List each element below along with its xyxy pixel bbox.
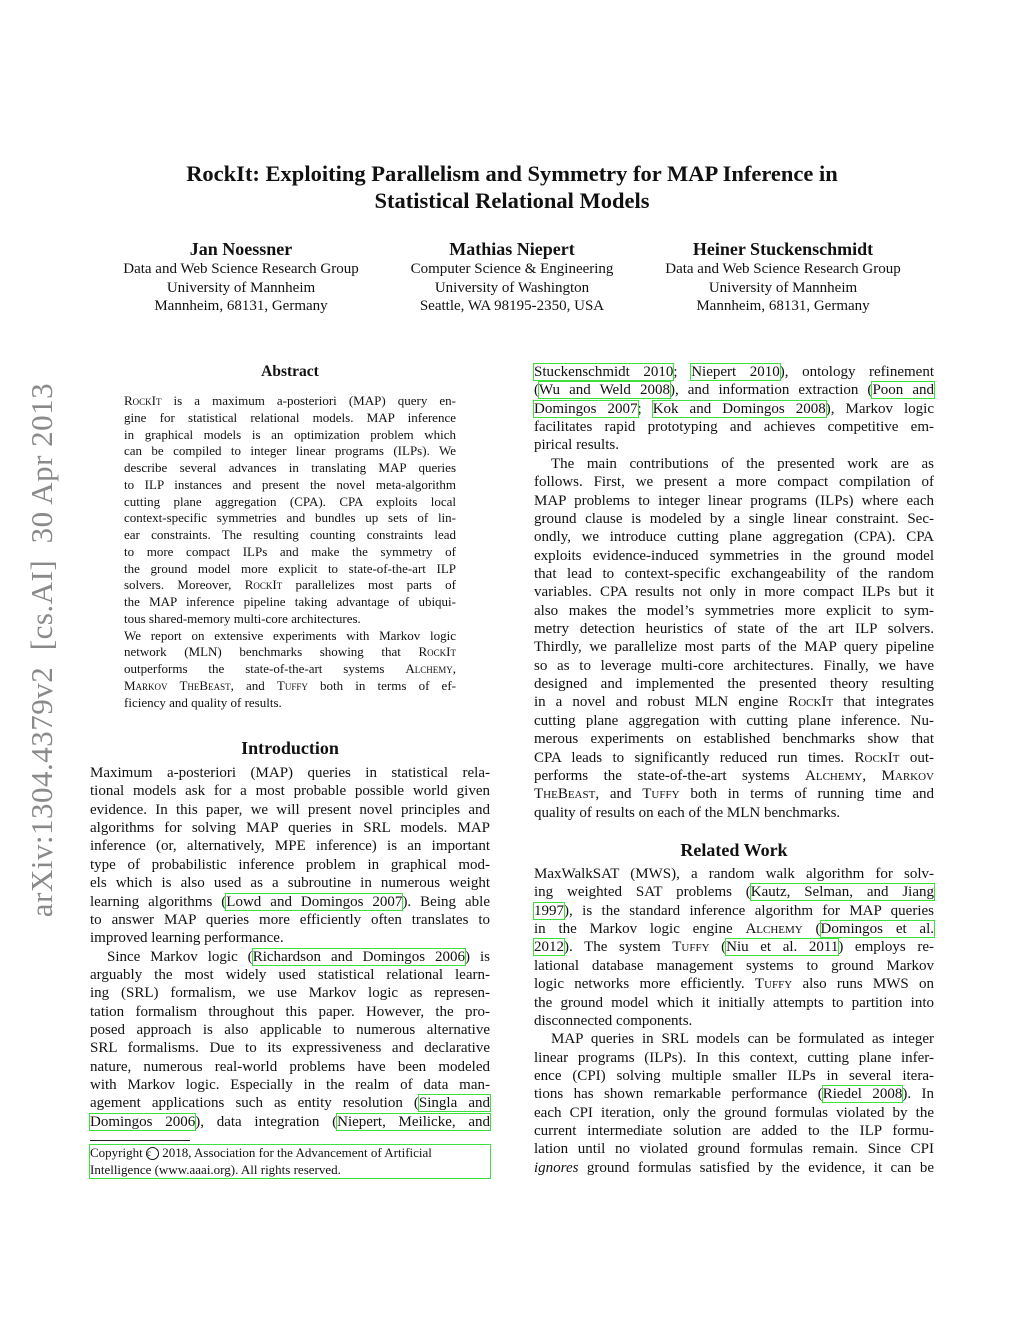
system-name: Alchemy <box>805 767 863 784</box>
text-line: The main contributions of the presented work are as <box>551 455 934 472</box>
text-line: gine for statistical relational models. MAP inference <box>124 409 456 425</box>
text-line: Maximum a-posteriori (MAP) queries in statistical rela- <box>90 765 490 781</box>
text-line: Domingos 2007; Kok and Domingos 2008), Markov logic <box>534 400 935 417</box>
text-line: describe several advances in translating MAP queries <box>124 460 456 475</box>
system-name: Tuffy <box>754 976 793 993</box>
text-line: lational database management systems to ground Markov <box>534 957 934 974</box>
text-line: tional models ask for a most probable possible world given <box>90 783 490 800</box>
text-line: context-specific symmetries and bundles up sets of lin- <box>124 510 456 526</box>
text-line: TheBeast, and Tuffy both in terms of running time and <box>534 786 934 803</box>
copyright-footnote[interactable] <box>90 1145 490 1178</box>
citation-link[interactable]: Domingos 2007 <box>534 400 638 417</box>
text-line: (Wu and Weld 2008), and information extraction (Poon and <box>534 382 935 399</box>
author-affiliation: Computer Science & Engineering <box>410 261 614 277</box>
text-line: in the Markov logic engine Alchemy (Domingos et al. <box>534 921 935 938</box>
citation-link[interactable]: Niepert, Meilicke, and <box>337 1113 490 1130</box>
text-line: ing weighted SAT problems (Kautz, Selman, and Jiang <box>534 884 934 901</box>
text-line: tions has shown remarkable performance (Riedel 2008). In <box>534 1086 934 1103</box>
text-line: ground clause is modeled by a single linear constraint. Sec- <box>534 510 934 527</box>
author-affiliation: Data and Web Science Research Group <box>123 261 359 277</box>
introduction-continued <box>534 363 934 822</box>
author-name: Jan Noessner <box>189 239 293 259</box>
text-line: MAP problems to integer linear programs (ILPs) where each <box>534 492 934 509</box>
system-name: RockIt <box>124 393 162 408</box>
text-line: els which is also used as a subroutine in numerous weight <box>90 875 490 892</box>
author-affiliation: Data and Web Science Research Group <box>665 261 901 277</box>
text-line: to more compact ILPs and make the symmetry of <box>124 543 456 559</box>
system-name: Tuffy <box>642 786 680 803</box>
copyright-symbol: c <box>146 1147 159 1160</box>
footnote-rule <box>90 1140 190 1141</box>
text-line: current intermediate solution are added to the ILP formu- <box>534 1123 934 1140</box>
text-line: Thirdly, we parallelize most parts of the MAP query pipeline <box>534 639 934 656</box>
text-line: linear programs (ILPs). In this context, cutting plane infer- <box>534 1049 934 1066</box>
citation-link[interactable]: Riedel 2008 <box>822 1086 903 1103</box>
citation-link[interactable]: Richardson and Domingos 2006 <box>252 948 466 965</box>
author-block <box>633 238 933 316</box>
text-line: We report on extensive experiments with Markov logic <box>124 627 456 643</box>
related-work-heading: Related Work <box>680 840 788 860</box>
citation-link[interactable]: Domingos 2006 <box>90 1113 196 1130</box>
author-affiliation: University of Mannheim <box>708 279 858 296</box>
text-line: cutting plane aggregation with cutting plane inference. Nu- <box>534 712 934 729</box>
text-line: tation formalism throughout this paper. However, the pro- <box>90 1003 490 1020</box>
text-line: CPA leads to significantly reduced run times. RockIt out- <box>534 749 934 766</box>
text-line: disconnected components. <box>534 1012 693 1029</box>
citation-link[interactable]: Kok and Domingos 2008 <box>652 400 826 417</box>
text-line: improved learning performance. <box>90 930 284 947</box>
text-line: type of probabilistic inference problem in graphical mod- <box>90 856 490 873</box>
text-line: 2012). The system Tuffy (Niu et al. 2011) employs re- <box>534 939 935 956</box>
text-line: that lead to context-specific exchangeability of the random <box>534 565 934 582</box>
author-block <box>91 238 391 316</box>
copyright-text: 2018, Association for the Advancement of Artificial <box>162 1145 432 1160</box>
text-line: algorithms for solving MAP queries in SRL models. MAP <box>90 820 490 837</box>
text-line: network (MLN) benchmarks showing that RockIt <box>124 644 456 660</box>
author-address: Mannheim, 68131, Germany <box>154 298 328 314</box>
text-line: lation until no violated ground formulas remain. Since CPI <box>534 1141 934 1158</box>
text-line: to ILP instances and present the novel meta-algorithm <box>124 476 456 492</box>
related-work-body <box>534 865 934 1177</box>
citation-link[interactable]: Poon and <box>872 382 935 399</box>
system-name: Alchemy <box>405 661 453 676</box>
system-name: RockIt <box>854 749 900 766</box>
text-line: so as to leverage multi-core architectures. Finally, we have <box>534 657 934 674</box>
text-line: quality of results on each of the MLN benchmarks. <box>534 804 841 821</box>
text-line: metry detection heuristics of state of the art ILP solvers. <box>534 621 934 638</box>
text-line: pirical results. <box>534 437 619 454</box>
text-line: learning algorithms (Lowd and Domingos 2007). Being able <box>90 893 490 910</box>
text-line: with Markov logic. Especially in the realm of data man- <box>90 1077 490 1094</box>
text-line: facilitates rapid prototyping and achieves competitive em- <box>534 419 934 436</box>
text-line: in a novel and robust MLN engine RockIt that integrates <box>534 694 934 711</box>
text-line: MAP queries in SRL models can be formulated as integer <box>551 1031 934 1048</box>
text-line: solvers. Moreover, RockIt parallelizes most parts of <box>124 577 456 593</box>
system-name: TheBeast <box>534 786 596 803</box>
citation-link[interactable]: Singla and <box>418 1095 490 1112</box>
text-line: agement applications such as entity resolution (Singla and <box>90 1095 490 1112</box>
citation-link[interactable]: Kautz, Selman, and Jiang <box>750 884 934 901</box>
author-affiliation: University of Washington <box>434 279 590 296</box>
text-line: ignores ground formulas satisfied by the evidence, it can be <box>534 1159 934 1176</box>
system-name: RockIt <box>418 644 456 660</box>
citation-link[interactable]: 1997 <box>534 902 564 919</box>
text-line: Intelligence (www.aaai.org). All rights reserved. <box>90 1161 341 1177</box>
introduction-heading: Introduction <box>241 738 339 758</box>
text-line: logic networks more efficiently. Tuffy also runs MWS on <box>534 976 934 993</box>
title-line-1: RockIt: Exploiting Parallelism and Symmetry for MAP Inference in <box>186 161 838 186</box>
text-line: posed approach is also applicable to numerous alternative <box>90 1022 490 1039</box>
text-line: the ground model which it initially attempts to partition into <box>534 994 934 1011</box>
text-line: in graphical models is an optimization problem which <box>124 426 456 442</box>
text-line: follows. First, we present a more compact compilation of <box>534 474 934 491</box>
citation-link[interactable]: 2012 <box>534 939 564 956</box>
text-line: evidence. In this paper, we will present novel principles and <box>90 801 490 818</box>
text-line: inference (or, alternatively, MPE inference) is an important <box>90 838 490 855</box>
text-line: cutting plane aggregation (CPA). CPA exploits local <box>124 493 456 509</box>
text-line: Since Markov logic (Richardson and Domingos 2006) is <box>107 948 491 965</box>
text-line: nature, numerous real-world problems have been modeled <box>90 1058 490 1075</box>
abstract-body <box>124 393 456 711</box>
text-line: arguably the most widely used statistical relational learn- <box>90 966 490 983</box>
title-line-2: Statistical Relational Models <box>374 188 650 213</box>
text-line: exploits evidence-induced symmetries in the ground model <box>534 547 934 564</box>
text-line: ondly, we introduce cutting plane aggregation (CPA). CPA <box>534 529 934 546</box>
emphasis: ignores <box>534 1159 579 1176</box>
author-affiliation: University of Mannheim <box>166 279 316 296</box>
author-block <box>362 238 662 316</box>
system-name: Tuffy <box>276 677 308 693</box>
copyright-label: Copyright <box>90 1145 143 1160</box>
arxiv-stamp: arXiv:1304.4379v2 [cs.AI] 30 Apr 2013 <box>24 382 59 918</box>
text-line: Markov TheBeast, and Tuffy both in terms of ef- <box>124 677 456 693</box>
author-name: Heiner Stuckenschmidt <box>692 239 874 259</box>
text-line: Domingos 2006), data integration (Niepert, Meilicke, and <box>90 1113 490 1130</box>
system-name: RockIt <box>244 577 283 593</box>
system-name: RockIt <box>788 694 834 711</box>
text-line: the ground model more explicit to state-of-the-art ILP <box>124 560 456 576</box>
citation-link[interactable]: Stuckenschmidt 2010 <box>534 364 674 380</box>
text-line: variables. CPA results not only in more compact ILPs but it <box>534 584 934 601</box>
text-line: to answer MAP queries more efficiently often translates to <box>90 911 490 928</box>
text-line: 1997), is the standard inference algorithm for MAP queries <box>534 902 934 919</box>
introduction-body <box>90 764 490 1131</box>
text-line: RockIt is a maximum a-posteriori (MAP) query en- <box>124 393 456 408</box>
citation-link[interactable]: Niu et al. 2011 <box>726 939 839 956</box>
system-name: Markov TheBeast <box>124 677 231 693</box>
citation-link[interactable]: Domingos et al. <box>820 921 935 938</box>
text-line: tous shared-memory multi-core architectures. <box>124 610 361 626</box>
text-line: performs the state-of-the-art systems Alchemy, Markov <box>534 767 934 784</box>
author-address: Mannheim, 68131, Germany <box>696 298 870 314</box>
text-line: the MAP inference pipeline taking advantage of ubiqui- <box>124 594 456 609</box>
text-line: designed and implemented the presented theory resulting <box>534 676 934 693</box>
system-name: Markov <box>881 767 934 784</box>
citation-link[interactable]: Wu and Weld 2008 <box>539 382 670 399</box>
text-line: SRL formalisms. Due to its expressiveness and declarative <box>90 1040 490 1057</box>
text-line: Stuckenschmidt 2010; Niepert 2010), ontology refinement <box>534 364 934 380</box>
author-name: Mathias Niepert <box>449 239 575 259</box>
citation-link[interactable]: Niepert 2010 <box>691 364 780 380</box>
system-name: Alchemy <box>745 921 803 938</box>
text-line: ence (CPI) solving multiple smaller ILPs in several itera- <box>534 1067 934 1084</box>
citation-link[interactable]: Lowd and Domingos 2007 <box>226 893 403 910</box>
text-line: ear constraints. The resulting counting constraints lead <box>124 527 456 542</box>
text-line <box>90 1145 490 1162</box>
text-line: ficiency and quality of results. <box>124 694 282 710</box>
text-line: merous experiments on established benchmarks show that <box>534 731 934 748</box>
text-line: can be compiled to integer linear programs (ILPs). We <box>124 443 456 459</box>
text-line: also makes the model’s symmetries more explicit to sym- <box>534 602 934 619</box>
text-line: MaxWalkSAT (MWS), a random walk algorithm for solv- <box>534 866 934 882</box>
system-name: Tuffy <box>672 939 710 956</box>
text-line: outperforms the state-of-the-art systems Alchemy, <box>124 661 456 676</box>
abstract-heading: Abstract <box>261 363 319 380</box>
text-line: each CPI iteration, only the ground formulas violated by the <box>534 1104 934 1121</box>
text-line: ing (SRL) formalism, we use Markov logic as represen- <box>90 985 490 1002</box>
author-address: Seattle, WA 98195-2350, USA <box>419 298 605 314</box>
paper-title <box>0 160 1024 214</box>
